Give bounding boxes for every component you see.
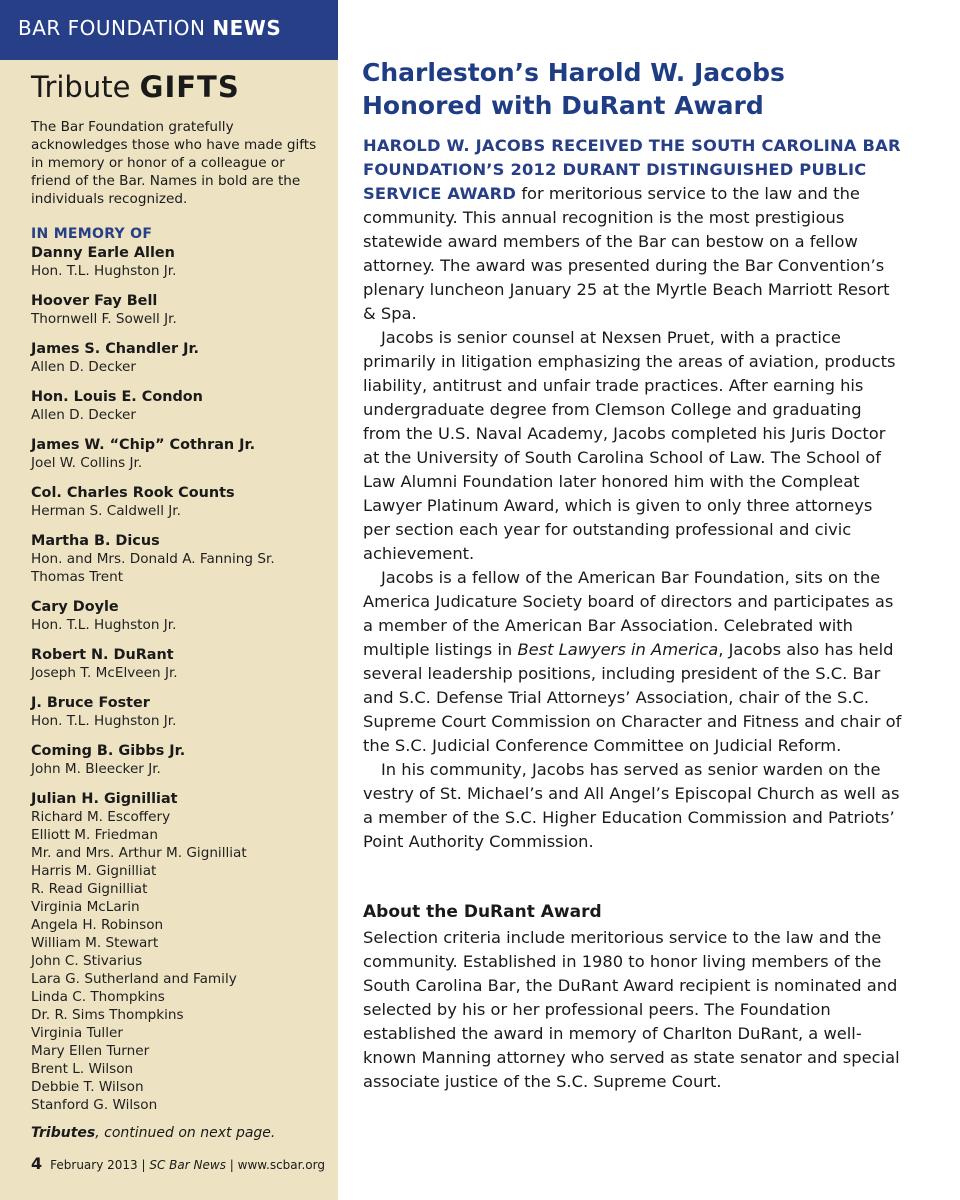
honoree-name: Cary Doyle [31, 599, 119, 615]
donor-name: Linda C. Thompkins [31, 989, 165, 1005]
donor-name: Stanford G. Wilson [31, 1097, 158, 1113]
section-banner [0, 0, 338, 60]
tribute-entry [31, 388, 331, 424]
donor-name: Mary Ellen Turner [31, 1043, 150, 1059]
donor-name: Allen D. Decker [31, 359, 136, 375]
donor-name: Hon. T.L. Hughston Jr. [31, 263, 177, 279]
honoree-name: James W. “Chip” Cothran Jr. [31, 437, 256, 453]
honoree-name: Robert N. DuRant [31, 647, 174, 663]
donor-name: Joseph T. McElveen Jr. [31, 665, 178, 681]
tribute-entry [31, 484, 331, 520]
honoree-name: James S. Chandler Jr. [31, 341, 199, 357]
article-paragraph-3: Jacobs is a fellow of the American Bar Foundation, sits on the America Judicature Society board of directors and participates as a member of the American Bar Association. Celebrated with multiple listings in Best Lawyers in America, Jacobs also has held several leadership positions, including president of the S.C. Bar and S.C. Defense Trial Attorneys’ Association, chair of the S.C. Supreme Court Commission on Character and Fitness and chair of the S.C. Judicial Conference Committee on Judicial Reform. [363, 568, 902, 755]
honoree-name: Danny Earle Allen [31, 245, 175, 261]
donor-name: John C. Stivarius [31, 953, 143, 969]
footer-url: www.scbar.org [237, 1158, 325, 1172]
donor-name: Angela H. Robinson [31, 917, 164, 933]
donor-name: Debbie T. Wilson [31, 1079, 144, 1095]
tribute-entry [31, 292, 331, 328]
donor-name: Dr. R. Sims Thompkins [31, 1007, 184, 1023]
tribute-entry [31, 340, 331, 376]
honoree-name: Hon. Louis E. Condon [31, 389, 203, 405]
page-footer: 4 February 2013 | SC Bar News | www.scbar.org [31, 1154, 325, 1173]
article-headline: Charleston’s Harold W. Jacobs Honored with DuRant Award [362, 58, 785, 120]
donor-name: Elliott M. Friedman [31, 827, 158, 843]
donor-name: Thomas Trent [31, 569, 124, 585]
tribute-entry [31, 742, 331, 778]
footer-publication: SC Bar News [149, 1158, 226, 1172]
sidebar-title: Tribute GIFTS [31, 70, 240, 104]
article-paragraph-2: Jacobs is senior counsel at Nexsen Pruet, with a practice primarily in litigation emphasizing the areas of aviation, products liability, antitrust and unfair trade practices. After earning his undergraduate degree from Clemson College and graduating from the U.S. Naval Academy, Jacobs completed his Juris Doctor at the University of South Carolina School of Law. The School of Law Alumni Foundation later honored him with the Compleat Lawyer Platinum Award, which is given to only three attorneys per section each year for outstanding professional and civic achievement. [363, 328, 896, 563]
donor-name: Harris M. Gignilliat [31, 863, 157, 879]
donor-name: Hon. T.L. Hughston Jr. [31, 713, 177, 729]
tribute-entry [31, 646, 331, 682]
donor-name: Thornwell F. Sowell Jr. [31, 311, 177, 327]
donor-name: Hon. and Mrs. Donald A. Fanning Sr. [31, 551, 275, 567]
honoree-name: Martha B. Dicus [31, 533, 160, 549]
donor-name: Herman S. Caldwell Jr. [31, 503, 181, 519]
donor-name: Mr. and Mrs. Arthur M. Gignilliat [31, 845, 247, 861]
tribute-entry [31, 244, 331, 280]
donor-name: Brent L. Wilson [31, 1061, 134, 1077]
lead-in-caps: HAROLD W. JACOBS RECEIVED THE SOUTH CAROLINA BAR FOUNDATION’S 2012 DURANT DISTINGUISHED PUBLIC SERVICE AWARD [363, 136, 901, 203]
donor-name: Virginia Tuller [31, 1025, 123, 1041]
article-paragraph-1: HAROLD W. JACOBS RECEIVED THE SOUTH CAROLINA BAR FOUNDATION’S 2012 DURANT DISTINGUISHED PUBLIC SERVICE AWARD for meritorious service to the law and the community. This annual recognition is the most prestigious statewide award members of the Bar can bestow on a fellow attorney. The award was presented during the Bar Convention’s plenary luncheon January 25 at the Myrtle Beach Marriott Resort & Spa. [363, 136, 901, 323]
tribute-list [31, 244, 331, 1126]
banner-title: BAR FOUNDATION NEWS [18, 16, 282, 40]
donor-name: Allen D. Decker [31, 407, 136, 423]
donor-name: R. Read Gignilliat [31, 881, 148, 897]
in-memory-of-label: IN MEMORY OF [31, 226, 153, 242]
tribute-entry [31, 694, 331, 730]
donor-name: Hon. T.L. Hughston Jr. [31, 617, 177, 633]
tribute-entry [31, 790, 331, 1114]
honoree-name: Col. Charles Rook Counts [31, 485, 235, 501]
continued-note: Tributes, continued on next page. [31, 1125, 276, 1141]
donor-name: Virginia McLarin [31, 899, 140, 915]
tribute-gifts-sidebar [0, 0, 338, 1200]
donor-name: Lara G. Sutherland and Family [31, 971, 237, 987]
honoree-name: Julian H. Gignilliat [31, 791, 178, 807]
tribute-entry [31, 436, 331, 472]
tribute-entry [31, 532, 331, 586]
donor-name: Richard M. Escoffery [31, 809, 171, 825]
honoree-name: Coming B. Gibbs Jr. [31, 743, 186, 759]
donor-name: John M. Bleecker Jr. [31, 761, 161, 777]
donor-name: Joel W. Collins Jr. [31, 455, 143, 471]
footer-date: February 2013 [50, 1158, 138, 1172]
about-paragraph: Selection criteria include meritorious service to the law and the community. Established in 1980 to honor living members of the South Carolina Bar, the DuRant Award recipient is nominated and selected by his or her professional peers. The Foundation established the award in memory of Charlton DuRant, a well-known Manning attorney who served as state senator and special associate justice of the S.C. Supreme Court. [363, 928, 900, 1091]
article-paragraph-4: In his community, Jacobs has served as senior warden on the vestry of St. Michael’s and All Angel’s Episcopal Church as well as a member of the S.C. Higher Education Commission and Patriots’ Point Authority Commission. [363, 760, 900, 851]
tribute-entry [31, 598, 331, 634]
honoree-name: Hoover Fay Bell [31, 293, 158, 309]
donor-name: William M. Stewart [31, 935, 159, 951]
about-heading: About the DuRant Award [363, 902, 602, 922]
page-number: 4 [31, 1154, 43, 1173]
sidebar-intro: The Bar Foundation gratefully acknowledges those who have made gifts in memory or honor of a colleague or friend of the Bar. Names in bold are the individuals recognized. [31, 119, 317, 207]
article-body [363, 134, 903, 854]
honoree-name: J. Bruce Foster [31, 695, 150, 711]
